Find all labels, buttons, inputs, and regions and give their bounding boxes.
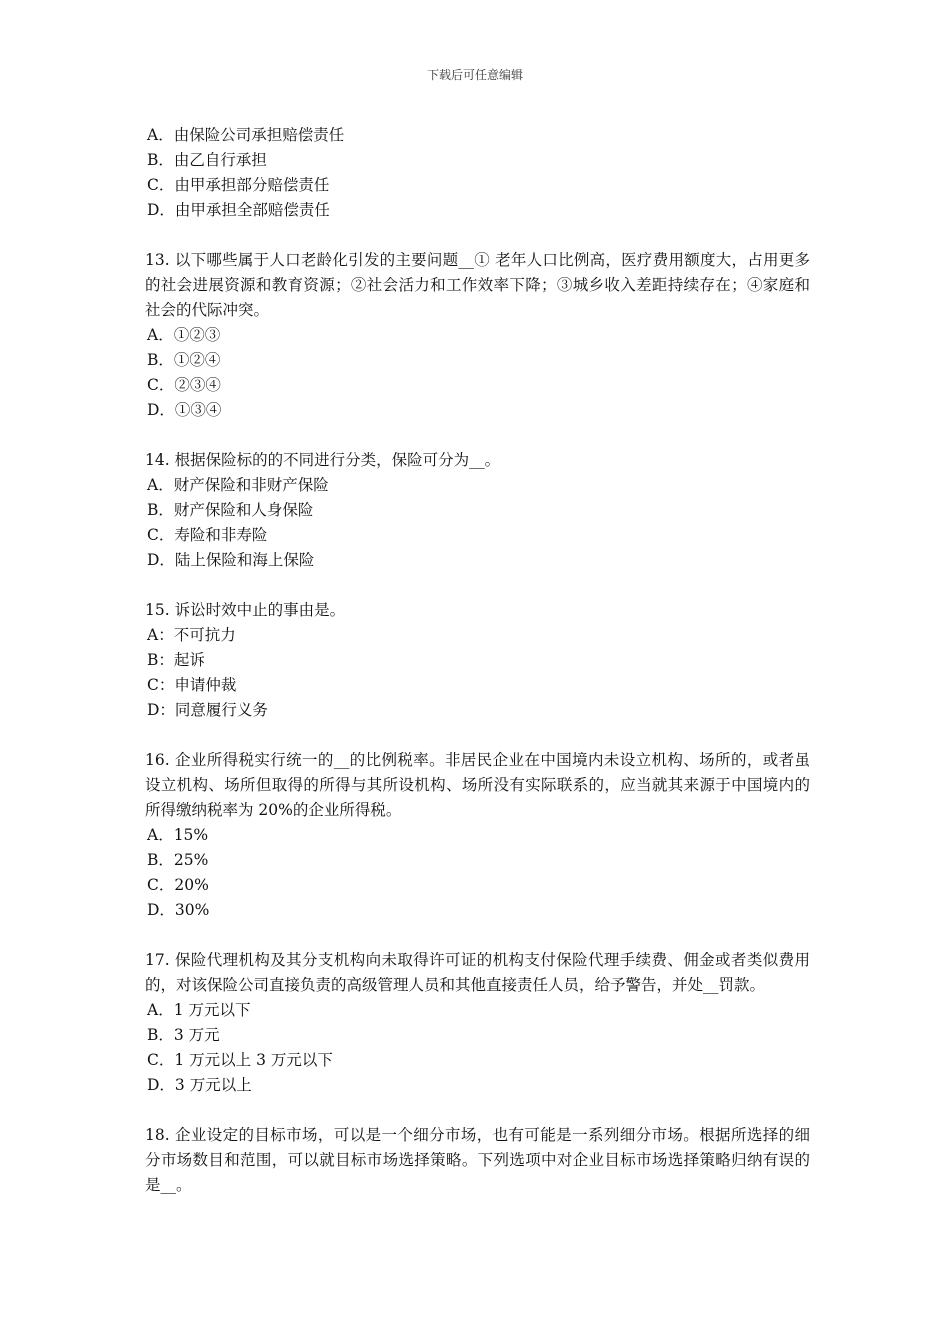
question-block <box>145 748 810 923</box>
option-c: C．寿险和非寿险 <box>147 526 268 544</box>
question-block <box>145 248 810 423</box>
option-d: D．3 万元以上 <box>147 1076 252 1094</box>
option-a: A．15% <box>147 826 209 844</box>
question-stem: 13. 以下哪些属于人口老龄化引发的主要问题__① 老年人口比例高，医疗费用额度大，占用更多的社会进展资源和教育资源；②社会活力和工作效率下降；③城乡收入差距持续存在；④家庭和社会的代际冲突。 <box>145 251 810 319</box>
question-stem: 17. 保险代理机构及其分支机构向未取得许可证的机构支付保险代理手续费、佣金或者类似费用的，对该保险公司直接负责的高级管理人员和其他直接责任人员，给予警告，并处__罚款。 <box>145 951 810 994</box>
page-header: 下载后可任意编辑 <box>426 68 523 82</box>
question-block <box>145 123 810 223</box>
option-d: D：同意履行义务 <box>147 701 268 719</box>
option-d: D．由甲承担全部赔偿责任 <box>147 201 330 219</box>
option-b: B．25% <box>147 851 209 869</box>
question-block <box>145 948 810 1098</box>
option-b: B：起诉 <box>147 651 205 669</box>
option-a: A：不可抗力 <box>147 626 236 644</box>
option-a: A．财产保险和非财产保险 <box>147 476 329 494</box>
question-stem: 14. 根据保险标的的不同进行分类，保险可分为__。 <box>145 451 501 469</box>
option-b: B．由乙自行承担 <box>147 151 267 169</box>
option-a: A．由保险公司承担赔偿责任 <box>147 126 345 144</box>
question-list <box>145 123 810 1223</box>
option-b: B．3 万元 <box>147 1026 220 1044</box>
question-block <box>145 598 810 723</box>
option-d: D．①③④ <box>147 401 222 419</box>
option-c: C．20% <box>147 876 209 894</box>
option-c: C．1 万元以上 3 万元以下 <box>147 1051 333 1069</box>
question-stem: 15. 诉讼时效中止的事由是。 <box>145 601 346 619</box>
option-c: C：申请仲裁 <box>147 676 237 694</box>
option-b: B．财产保险和人身保险 <box>147 501 314 519</box>
option-b: B．①②④ <box>147 351 221 369</box>
option-a: A．1 万元以下 <box>147 1001 251 1019</box>
option-d: D．陆上保险和海上保险 <box>147 551 315 569</box>
question-stem: 18. 企业设定的目标市场，可以是一个细分市场，也有可能是一系列细分市场。根据所选择的细分市场数目和范围，可以就目标市场选择策略。下列选项中对企业目标市场选择策略归纳有误的是__。 <box>145 1126 810 1194</box>
option-d: D．30% <box>147 901 210 919</box>
question-block <box>145 448 810 573</box>
option-a: A．①②③ <box>147 326 221 344</box>
question-block <box>145 1123 810 1198</box>
option-c: C．②③④ <box>147 376 221 394</box>
option-c: C．由甲承担部分赔偿责任 <box>147 176 330 194</box>
question-stem: 16. 企业所得税实行统一的__的比例税率。非居民企业在中国境内未设立机构、场所的，或者虽设立机构、场所但取得的所得与其所设机构、场所没有实际联系的，应当就其来源于中国境内的所得缴纳税率为 20%的企业所得税。 <box>145 751 810 819</box>
